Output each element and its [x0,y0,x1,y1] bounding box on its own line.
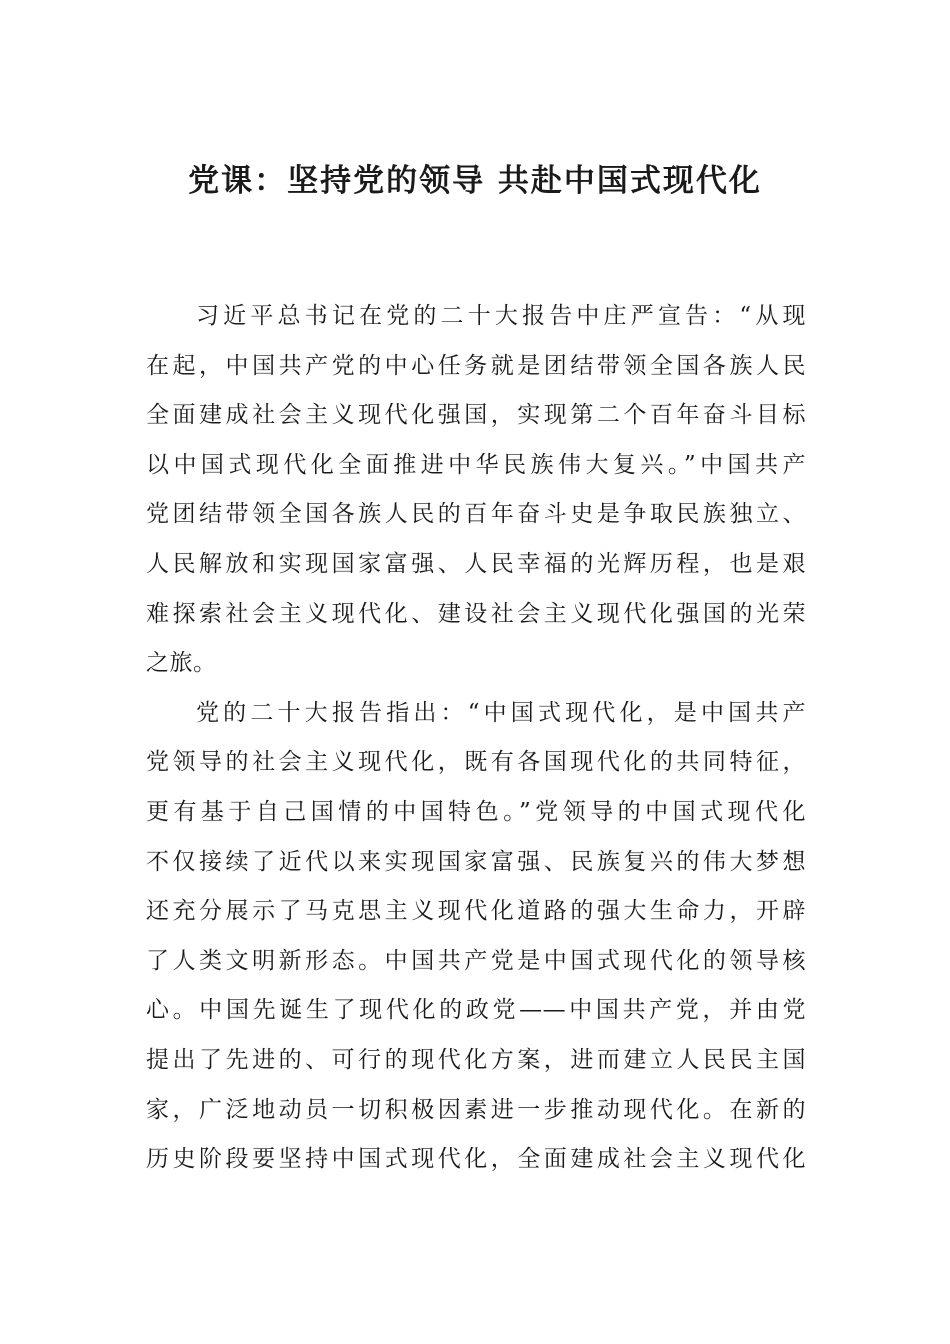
paragraph-1-line-5: 党团结带领全国各族人民的百年奋斗史是争取民族独立、 [146,501,806,528]
paragraph-1-line-4: 以中国式现代化全面推进中华民族伟大复兴。”中国共产 [146,451,806,478]
document-body [146,292,806,1185]
paragraph-1-line-2: 在起，中国共产党的中心任务就是团结带领全国各族人民 [146,352,806,379]
paragraph-2-line-6: 了人类文明新形态。中国共产党是中国式现代化的领导核 [146,947,806,974]
paragraph-2-line-7: 心。中国先诞生了现代化的政党——中国共产党，并由党 [146,997,806,1024]
paragraph-2-line-1: 党的二十大报告指出：“中国式现代化，是中国共产 [196,699,806,726]
paragraph-2-line-4: 不仅接续了近代以来实现国家富强、民族复兴的伟大梦想 [146,848,806,875]
paragraph-2-line-10: 历史阶段要坚持中国式现代化，全面建成社会主义现代化 [146,1146,806,1173]
paragraph-2-line-2: 党领导的社会主义现代化，既有各国现代化的共同特征， [146,749,806,776]
paragraph-1-line-6: 人民解放和实现国家富强、人民幸福的光辉历程，也是艰 [146,550,806,577]
paragraph-1-line-8: 之旅。 [146,650,217,677]
paragraph-2-line-9: 家，广泛地动员一切积极因素进一步推动现代化。在新的 [146,1096,806,1123]
paragraph-2-line-3: 更有基于自己国情的中国特色。”党领导的中国式现代化 [146,798,806,825]
paragraph-1-line-3: 全面建成社会主义现代化强国，实现第二个百年奋斗目标 [146,402,806,429]
paragraph-2-line-5: 还充分展示了马克思主义现代化道路的强大生命力，开辟 [146,898,806,925]
document-title: 党课：坚持党的领导 共赴中国式现代化 [188,163,762,199]
paragraph-1-line-1: 习近平总书记在党的二十大报告中庄严宣告：“从现 [196,303,806,329]
paragraph-1-line-7: 难探索社会主义现代化、建设社会主义现代化强国的光荣 [146,600,806,627]
paragraph-2-line-8: 提出了先进的、可行的现代化方案，进而建立人民民主国 [146,1046,806,1073]
